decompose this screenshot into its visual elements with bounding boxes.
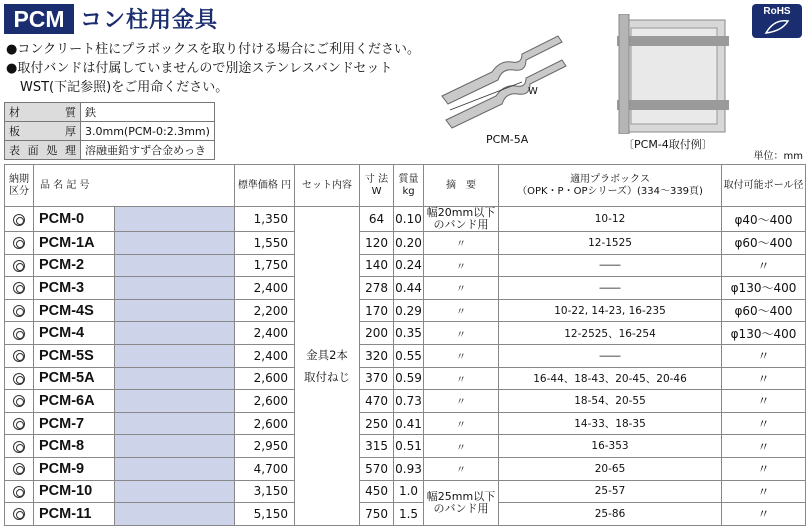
weight-cell: 1.0 [394,480,424,503]
applicable-box-cell: 20-65 [499,457,722,480]
set-content-line: 金具2本 [306,347,348,362]
double-circle-icon [13,441,25,453]
price-cell: 1,550 [235,232,295,255]
header-applicable [499,165,722,207]
price-cell: 2,200 [235,299,295,322]
dimension-w-cell: 570 [360,457,394,480]
pole-diameter-cell: 〃 [722,367,806,390]
product-name: PCM-3 [34,277,115,300]
summary-cell: 〃 [424,299,499,322]
price-cell: 2,600 [235,367,295,390]
delivery-cell [5,299,34,322]
summary-cell: 〃 [424,412,499,435]
dimension-w-cell: 170 [360,299,394,322]
blank-cell [115,503,235,526]
dimension-w-cell: 315 [360,435,394,458]
spec-key: 板厚 [5,122,81,141]
table-header-row [5,165,806,207]
table-row [5,390,806,413]
table-row [5,457,806,480]
set-content-line: 取付ねじ [304,369,351,384]
applicable-box-cell: 18-54、20-55 [499,390,722,413]
delivery-cell [5,254,34,277]
product-name: PCM-8 [34,435,115,458]
series-code-badge: PCM [4,4,74,34]
double-circle-icon [13,214,25,226]
header-applicable-label: 適用プラボックス [570,173,650,185]
header-price: 標準価格 円 [235,165,295,207]
summary-line: 幅20mm以下 [426,206,496,219]
dimension-w-cell: 320 [360,344,394,367]
table-row [5,435,806,458]
delivery-cell [5,412,34,435]
delivery-cell [5,480,34,503]
table-row [5,503,806,526]
price-cell: 2,600 [235,412,295,435]
header-dim [360,165,394,207]
spec-value: 3.0mm(PCM-0:2.3mm) [81,122,215,141]
pole-diameter-cell: 〃 [722,457,806,480]
summary-cell: 〃 [424,322,499,345]
double-circle-icon [13,305,25,317]
blank-cell [115,435,235,458]
delivery-cell [5,344,34,367]
table-row [5,344,806,367]
product-name: PCM-4 [34,322,115,345]
header-applicable-sub: （OPK・P・OPシリーズ）(334〜339頁) [517,185,703,197]
product-name: PCM-5S [34,344,115,367]
blank-cell [115,207,235,232]
summary-cell: 〃 [424,390,499,413]
summary-cell: 〃 [424,254,499,277]
unit-note: 単位：mm [753,151,803,162]
product-name: PCM-0 [34,207,115,232]
blank-cell [115,232,235,255]
double-circle-icon [13,328,25,340]
header-name: 品 名 記 号 [34,165,235,207]
dimension-w-cell: 278 [360,277,394,300]
pole-diameter-cell: 〃 [722,344,806,367]
pole-diameter-cell: 〃 [722,390,806,413]
dimension-w-cell: 120 [360,232,394,255]
double-circle-icon [13,463,25,475]
weight-cell: 0.51 [394,435,424,458]
dimension-w-cell: 250 [360,412,394,435]
weight-cell: 0.10 [394,207,424,232]
blank-cell [115,299,235,322]
applicable-box-cell: 25-86 [499,503,722,526]
blank-cell [115,254,235,277]
pole-diameter-cell: φ60〜400 [722,299,806,322]
header-dim-w: W [371,185,382,197]
note-line-1: ●コンクリート柱にプラボックスを取り付ける場合にご利用ください。 [6,42,420,57]
pole-diameter-cell: φ130〜400 [722,322,806,345]
delivery-cell [5,435,34,458]
summary-cell: 〃 [424,232,499,255]
weight-cell: 1.5 [394,503,424,526]
delivery-cell [5,207,34,232]
header-set: セット内容 [295,165,360,207]
table-row [5,207,806,232]
delivery-cell [5,277,34,300]
table-row [5,322,806,345]
summary-cell: 〃 [424,367,499,390]
weight-cell: 0.20 [394,232,424,255]
dimension-w-cell: 200 [360,322,394,345]
price-cell: 2,400 [235,322,295,345]
blank-cell [115,390,235,413]
table-row [5,299,806,322]
double-circle-icon [13,508,25,520]
spec-key: 材質 [5,103,81,122]
product-name: PCM-6A [34,390,115,413]
weight-cell: 0.44 [394,277,424,300]
price-cell: 1,350 [235,207,295,232]
pole-diameter-cell: φ40〜400 [722,207,806,232]
dimension-w-cell: 470 [360,390,394,413]
pole-diameter-cell: φ130〜400 [722,277,806,300]
summary-cell: 〃 [424,344,499,367]
double-circle-icon [13,237,25,249]
price-cell: 2,950 [235,435,295,458]
applicable-box-cell: 16-44、18-43、20-45、20-46 [499,367,722,390]
applicable-box-cell: 16-353 [499,435,722,458]
double-circle-icon [13,350,25,362]
material-spec-table [4,102,215,160]
pole-diameter-cell: φ60〜400 [722,232,806,255]
spec-value: 鉄 [81,103,215,122]
blank-cell [115,367,235,390]
applicable-box-cell: ―― [499,277,722,300]
weight-cell: 0.93 [394,457,424,480]
product-name: PCM-2 [34,254,115,277]
product-name: PCM-10 [34,480,115,503]
double-circle-icon [13,282,25,294]
dimension-w-cell: 140 [360,254,394,277]
dimension-w-label: W [528,86,538,97]
double-circle-icon [13,486,25,498]
applicable-box-cell: 25-57 [499,480,722,503]
header-dim-label: 寸 法 [364,173,389,185]
product-name: PCM-5A [34,367,115,390]
table-row [5,254,806,277]
set-content-cell [295,207,360,526]
product-name: PCM-4S [34,299,115,322]
price-cell: 3,150 [235,480,295,503]
weight-cell: 0.29 [394,299,424,322]
product-name: PCM-11 [34,503,115,526]
weight-cell: 0.55 [394,344,424,367]
pole-diameter-cell: 〃 [722,254,806,277]
blank-cell [115,344,235,367]
price-cell: 2,600 [235,390,295,413]
pole-diameter-cell: 〃 [722,480,806,503]
blank-cell [115,412,235,435]
product-name: PCM-1A [34,232,115,255]
rohs-leaf-icon [752,17,802,35]
dimension-w-cell: 370 [360,367,394,390]
product-table [4,164,806,526]
delivery-cell [5,232,34,255]
product-name: PCM-7 [34,412,115,435]
spec-row [5,122,215,141]
summary-line: 幅25mm以下 [426,489,496,503]
table-row [5,232,806,255]
double-circle-icon [13,395,25,407]
drawing-caption: PCM-5A [486,133,529,146]
mounting-example-image [617,14,729,134]
delivery-cell [5,322,34,345]
pole-diameter-cell: 〃 [722,503,806,526]
dimension-w-cell: 750 [360,503,394,526]
price-cell: 2,400 [235,277,295,300]
weight-cell: 0.59 [394,367,424,390]
blank-cell [115,322,235,345]
delivery-cell [5,367,34,390]
applicable-box-cell: 10-12 [499,207,722,232]
summary-line: のバンド用 [433,501,489,515]
summary-cell: 〃 [424,435,499,458]
header-weight [394,165,424,207]
applicable-box-cell: ―― [499,344,722,367]
pole-diameter-cell: 〃 [722,435,806,458]
summary-cell [424,207,499,232]
dimension-w-cell: 64 [360,207,394,232]
delivery-cell [5,390,34,413]
spec-value: 溶融亜鉛すず合金めっき [81,141,215,160]
price-cell: 5,150 [235,503,295,526]
spec-row [5,141,215,160]
header-pole: 取付可能ポール径 [722,165,806,207]
page-title: コン柱用金具 [80,8,219,33]
table-row [5,277,806,300]
applicable-box-cell: 12-1525 [499,232,722,255]
summary-line: のバンド用 [433,218,489,231]
note-line-3: WST(下記参照)をご用命ください。 [20,80,229,95]
pole-diameter-cell: 〃 [722,412,806,435]
delivery-cell [5,503,34,526]
delivery-cell [5,457,34,480]
summary-cell [424,480,499,525]
dimension-w-cell: 450 [360,480,394,503]
header-weight-unit: kg [402,185,415,197]
blank-cell [115,277,235,300]
price-cell: 2,400 [235,344,295,367]
header-weight-label: 質量 [398,173,419,185]
spec-row [5,103,215,122]
applicable-box-cell: 12-2525、16-254 [499,322,722,345]
table-row [5,367,806,390]
weight-cell: 0.41 [394,412,424,435]
rohs-badge [752,4,802,38]
photo-caption: 〔PCM-4取付例〕 [623,138,713,151]
product-name: PCM-9 [34,457,115,480]
price-cell: 1,750 [235,254,295,277]
header-summary: 摘 要 [424,165,499,207]
spec-key: 表面処理 [5,141,81,160]
note-line-2: ●取付バンドは付属していませんので別途ステンレスバンドセット [6,61,393,76]
rohs-label: RoHS [763,6,791,17]
blank-cell [115,457,235,480]
applicable-box-cell: 10-22, 14-23, 16-235 [499,299,722,322]
weight-cell: 0.73 [394,390,424,413]
table-row [5,480,806,503]
weight-cell: 0.24 [394,254,424,277]
applicable-box-cell: ―― [499,254,722,277]
price-cell: 4,700 [235,457,295,480]
double-circle-icon [13,418,25,430]
table-row [5,412,806,435]
summary-cell: 〃 [424,457,499,480]
usage-notes [6,40,420,97]
header-delivery: 納期区分 [5,165,34,207]
double-circle-icon [13,260,25,272]
double-circle-icon [13,373,25,385]
summary-cell: 〃 [424,277,499,300]
weight-cell: 0.35 [394,322,424,345]
applicable-box-cell: 14-33、18-35 [499,412,722,435]
blank-cell [115,480,235,503]
